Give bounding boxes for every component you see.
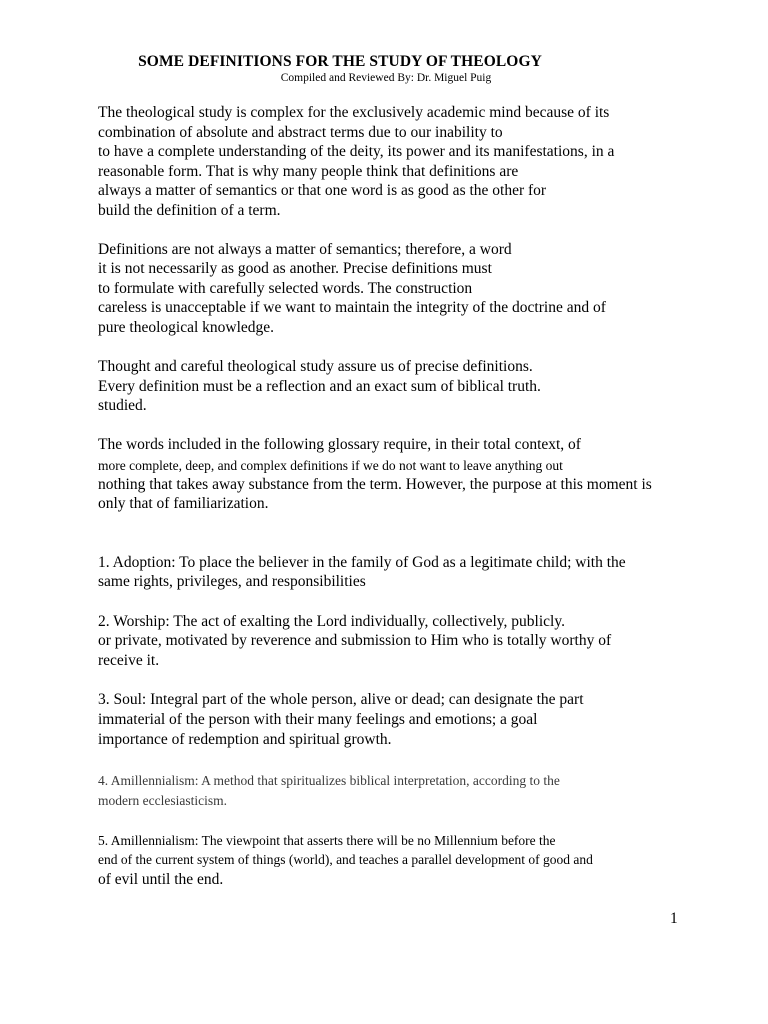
intro-p3-line: Thought and careful theological study assure us of precise definitions.: [98, 358, 533, 375]
intro-p1-line: build the definition of a term.: [98, 202, 281, 219]
definition-amillennialism-viewpoint-line: of evil until the end.: [98, 871, 224, 888]
intro-p1-line: reasonable form. That is why many people think that definitions are: [98, 163, 519, 180]
intro-p3-line: Every definition must be a reflection and an exact sum of biblical truth.: [98, 378, 541, 395]
intro-p1-line: always a matter of semantics or that one word is as good as the other for: [98, 182, 547, 199]
intro-p2-line: it is not necessarily as good as another. Precise definitions must: [98, 260, 492, 277]
definition-adoption-line: same rights, privileges, and responsibilities: [98, 573, 366, 590]
definition-amillennialism-viewpoint-line: 5. Amillennialism: The viewpoint that asserts there will be no Millennium before the: [98, 833, 556, 848]
intro-p1-line: to have a complete understanding of the deity, its power and its manifestations, in a: [98, 143, 615, 160]
definition-amillennialism-viewpoint-line: end of the current system of things (world), and teaches a parallel development of good and: [98, 852, 593, 867]
intro-p2-line: pure theological knowledge.: [98, 319, 275, 336]
definition-soul-line: importance of redemption and spiritual growth.: [98, 731, 392, 748]
definition-amillennialism-method-line: modern ecclesiasticism.: [98, 793, 227, 808]
intro-p2-line: careless is unacceptable if we want to maintain the integrity of the doctrine and of: [98, 299, 606, 316]
definition-amillennialism-method-line: 4. Amillennialism: A method that spiritualizes biblical interpretation, according to the: [98, 773, 560, 788]
page-number: 1: [670, 910, 678, 927]
intro-p4-line: only that of familiarization.: [98, 495, 269, 512]
definition-soul-line: immaterial of the person with their many feelings and emotions; a goal: [98, 711, 538, 728]
intro-p4-line: more complete, deep, and complex definitions if we do not want to leave anything out: [98, 458, 563, 473]
definition-adoption-line: 1. Adoption: To place the believer in the family of God as a legitimate child; with the: [98, 554, 626, 571]
intro-p1-line: The theological study is complex for the exclusively academic mind because of its: [98, 104, 610, 121]
intro-p3-line: studied.: [98, 397, 147, 414]
document-title: SOME DEFINITIONS FOR THE STUDY OF THEOLOGY: [138, 53, 542, 70]
intro-p4-line: The words included in the following glossary require, in their total context, of: [98, 436, 581, 453]
document-subtitle: Compiled and Reviewed By: Dr. Miguel Puig: [280, 72, 492, 84]
definition-soul-line: 3. Soul: Integral part of the whole person, alive or dead; can designate the part: [98, 691, 584, 708]
intro-p1-line: combination of absolute and abstract terms due to our inability to: [98, 124, 503, 141]
definition-worship-line: 2. Worship: The act of exalting the Lord individually, collectively, publicly.: [98, 613, 565, 630]
intro-p4-line: nothing that takes away substance from the term. However, the purpose at this moment is: [98, 476, 652, 493]
definition-worship-line: or private, motivated by reverence and submission to Him who is totally worthy of: [98, 632, 612, 649]
definition-worship-line: receive it.: [98, 652, 160, 669]
intro-p2-line: Definitions are not always a matter of semantics; therefore, a word: [98, 241, 512, 258]
intro-p2-line: to formulate with carefully selected words. The construction: [98, 280, 473, 297]
